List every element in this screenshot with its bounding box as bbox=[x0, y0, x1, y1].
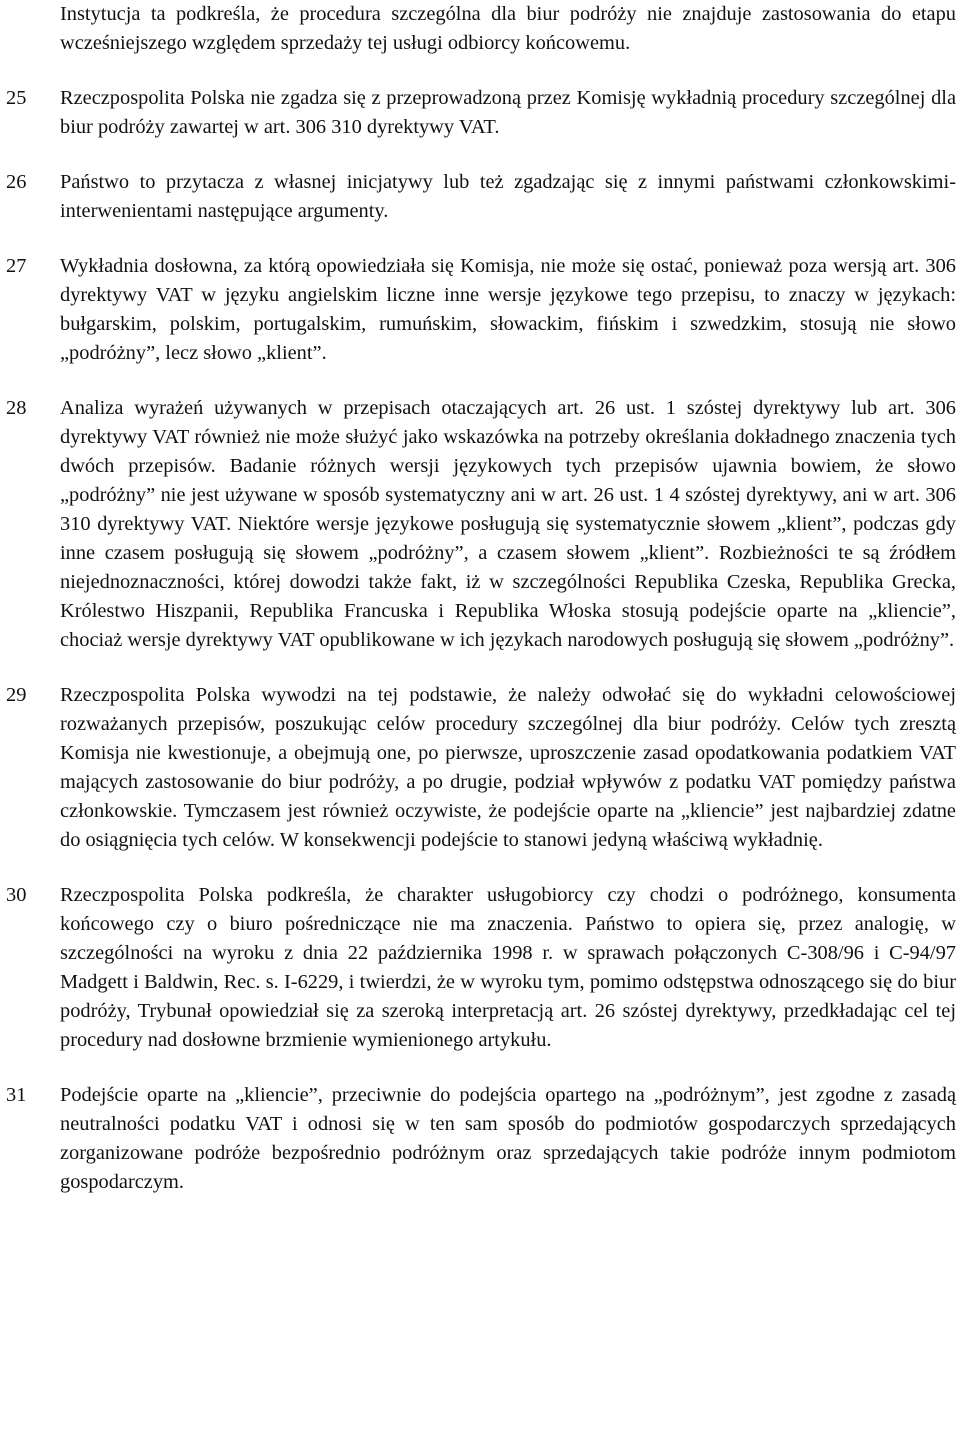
paragraph-text: Państwo to przytacza z własnej inicjatywy lub też zgadzając się z innymi państwami członkowskimi-interwenientami następujące argumenty. bbox=[60, 171, 956, 222]
paragraph-31 bbox=[0, 1081, 960, 1197]
paragraph-text: Instytucja ta podkreśla, że procedura szczególna dla biur podróży nie znajduje zastosowania do etapu wcześniejszego względem sprzedaży tej usługi odbiorcy końcowemu. bbox=[60, 3, 956, 54]
paragraph-gap bbox=[0, 655, 960, 681]
paragraph-number: 27 bbox=[6, 255, 27, 277]
paragraph-26 bbox=[0, 168, 960, 226]
paragraph-gap bbox=[0, 1055, 960, 1081]
paragraph-number: 25 bbox=[6, 87, 27, 109]
paragraph-number: 26 bbox=[6, 171, 27, 193]
paragraph-gap bbox=[0, 226, 960, 252]
paragraph-gap bbox=[0, 368, 960, 394]
paragraph-gap bbox=[0, 142, 960, 168]
paragraph-25 bbox=[0, 84, 960, 142]
paragraph-text: Wykładnia dosłowna, za którą opowiedziała się Komisja, nie może się ostać, ponieważ poza wersją art. 306 dyrektywy VAT w języku angielskim liczne inne wersje językowe tego przepisu, to znaczy w językach: bułgarskim, polskim, portugalskim, rumuńskim, słowackim, fińskim i szwedzkim, stosują nie słowo „podróżny”, lecz słowo „klient”. bbox=[60, 255, 956, 364]
paragraph-text: Analiza wyrażeń używanych w przepisach otaczających art. 26 ust. 1 szóstej dyrektywy lub art. 306 dyrektywy VAT również nie może służyć jako wskazówka na potrzeby określania dokładnego znaczenia tych dwóch przepisów. Badanie różnych wersji językowych tych przepisów ujawnia bowiem, że słowo „podróżny” nie jest używane w sposób systematyczny ani w art. 26 ust. 1 4 szóstej dyrektywy, ani w art. 306 310 dyrektywy VAT. Niektóre wersje językowe posługują się systematycznie słowem „klient”, podczas gdy inne czasem posługują się słowem „podróżny”, a czasem słowem „klient”. Rozbieżności te są źródłem niejednoznaczności, której dowodzi także fakt, iż w szczególności Republika Czeska, Republika Grecka, Królestwo Hiszpanii, Republika Francuska i Republika Włoska stosują podejście oparte na „kliencie”, chociaż wersje dyrektywy VAT opublikowane w ich językach narodowych posługują się słowem „podróżny”. bbox=[60, 397, 956, 651]
paragraph-27 bbox=[0, 252, 960, 368]
paragraph-text: Rzeczpospolita Polska wywodzi na tej podstawie, że należy odwołać się do wykładni celowościowej rozważanych przepisów, poszukując celów procedury szczególnej dla biur podróży. Celów tych zresztą Komisja nie kwestionuje, a obejmują one, po pierwsze, uproszczenie zasad opodatkowania podatkiem VAT mających zastosowanie do biur podróży, a po drugie, podział wpływów z podatku VAT pomiędzy państwa członkowskie. Tymczasem jest również oczywiste, że podejście oparte na „kliencie” jest najbardziej zdatne do osiągnięcia tych celów. W konsekwencji podejście to stanowi jedyną właściwą wykładnię. bbox=[60, 684, 956, 851]
paragraph-text: Rzeczpospolita Polska podkreśla, że charakter usługobiorcy czy chodzi o podróżnego, konsumenta końcowego czy o biuro pośredniczące nie ma znaczenia. Państwo to opiera się, przez analogię, w szczególności na wyroku z dnia 22 października 1998 r. w sprawach połączonych C-308/96 i C-94/97 Madgett i Baldwin, Rec. s. I-6229, i twierdzi, że w wyroku tym, pomimo odstępstwa odnoszącego się do biur podróży, Trybunał opowiedział się za szeroką interpretacją art. 26 szóstej dyrektywy, przedkładając cel tej procedury nad dosłowne brzmienie wymienionego artykułu. bbox=[60, 884, 956, 1051]
paragraph-29 bbox=[0, 681, 960, 855]
intro-paragraph bbox=[0, 0, 960, 58]
paragraph-number: 30 bbox=[6, 884, 27, 906]
paragraph-number: 29 bbox=[6, 684, 27, 706]
paragraph-text: Podejście oparte na „kliencie”, przeciwnie do podejścia opartego na „podróżnym”, jest zgodne z zasadą neutralności podatku VAT i odnosi się w ten sam sposób do podmiotów gospodarczych sprzedających zorganizowane podróże bezpośrednio podróżnym oraz sprzedających takie podróże innym podmiotom gospodarczym. bbox=[60, 1084, 956, 1193]
paragraph-gap bbox=[0, 58, 960, 84]
paragraph-number: 31 bbox=[6, 1084, 27, 1106]
paragraph-28 bbox=[0, 394, 960, 655]
paragraph-number: 28 bbox=[6, 397, 27, 419]
paragraph-30 bbox=[0, 881, 960, 1055]
paragraph-text: Rzeczpospolita Polska nie zgadza się z przeprowadzoną przez Komisję wykładnią procedury szczególnej dla biur podróży zawartej w art. 306 310 dyrektywy VAT. bbox=[60, 87, 956, 138]
paragraph-gap bbox=[0, 855, 960, 881]
